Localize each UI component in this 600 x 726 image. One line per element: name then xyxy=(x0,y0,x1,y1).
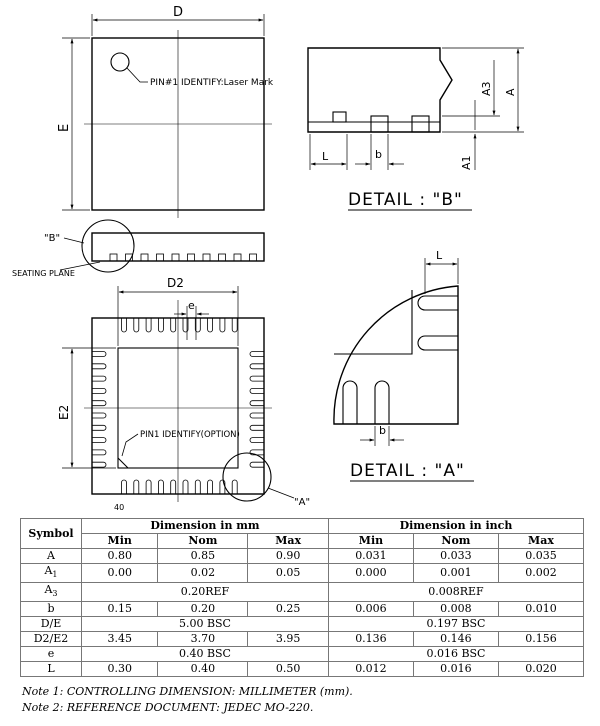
bottom-pad xyxy=(92,364,106,369)
symbol-text: L xyxy=(47,662,55,676)
bottom-pad xyxy=(92,450,106,455)
detail-a-callout: "A" xyxy=(294,497,311,508)
detail-a-thermal-corner xyxy=(334,290,412,354)
side-pad xyxy=(250,254,257,261)
mm-value-cell: 0.40 BSC xyxy=(82,647,329,662)
bottom-pad xyxy=(250,450,264,455)
mm-value-cell: 3.45 xyxy=(82,632,158,647)
table-row xyxy=(21,617,584,632)
mm-value-cell: 0.25 xyxy=(248,602,329,617)
bottom-pad xyxy=(208,480,213,494)
inch-value-cell: 0.001 xyxy=(413,564,498,583)
mm-value-cell: 0.00 xyxy=(82,564,158,583)
mm-value-cell: 0.50 xyxy=(248,662,329,677)
bottom-pad xyxy=(92,376,106,381)
side-view-body xyxy=(92,233,264,261)
mm-value-cell: 0.80 xyxy=(82,549,158,564)
dim-A-label: A xyxy=(504,88,517,96)
notes xyxy=(22,684,353,716)
inch-value-cell: 0.031 xyxy=(328,549,413,564)
header-mm-min: Min xyxy=(82,534,158,549)
symbol-text: b xyxy=(47,602,55,616)
table-row xyxy=(21,583,584,602)
mm-value-cell: 0.20REF xyxy=(82,583,329,602)
symbol-subscript: 1 xyxy=(52,570,58,580)
symbol-cell xyxy=(21,602,82,617)
mm-value-cell: 3.95 xyxy=(248,632,329,647)
inch-value-cell: 0.146 xyxy=(413,632,498,647)
symbol-text: A xyxy=(44,564,53,577)
symbol-cell xyxy=(21,647,82,662)
header-inch-min: Min xyxy=(328,534,413,549)
inch-value-cell: 0.016 BSC xyxy=(328,647,583,662)
pin1-laser-mark xyxy=(111,53,129,71)
detail-b-pad-3 xyxy=(412,116,429,132)
side-pad xyxy=(234,254,241,261)
bottom-pad xyxy=(232,318,237,332)
mm-value-cell: 0.40 xyxy=(158,662,248,677)
side-view xyxy=(12,220,264,278)
symbol-text: D2/E2 xyxy=(33,632,69,646)
table-row xyxy=(21,647,584,662)
detail-a-body xyxy=(334,286,458,424)
side-pad xyxy=(141,254,148,261)
bottom-pad xyxy=(146,318,151,332)
dim-b-label: b xyxy=(375,148,382,161)
side-pad xyxy=(172,254,179,261)
inch-value-cell: 0.197 BSC xyxy=(328,617,583,632)
bottom-pad xyxy=(158,480,163,494)
detail-a-pad-h1 xyxy=(418,296,458,310)
bottom-pad xyxy=(250,364,264,369)
dim-b-detail-a-label: b xyxy=(379,424,386,437)
inch-value-cell: 0.035 xyxy=(498,549,583,564)
inch-value-cell: 0.006 xyxy=(328,602,413,617)
detail-a-pad-v1 xyxy=(343,381,357,424)
header-inch-nom: Nom xyxy=(413,534,498,549)
seating-plane-label: SEATING PLANE xyxy=(12,269,75,278)
top-view xyxy=(57,5,274,218)
inch-value-cell: 0.033 xyxy=(413,549,498,564)
detail-b-view xyxy=(308,48,524,210)
mm-value-cell: 0.05 xyxy=(248,564,329,583)
mm-value-cell: 0.20 xyxy=(158,602,248,617)
dim-E2-label: E2 xyxy=(57,404,71,420)
bottom-pad xyxy=(220,318,225,332)
detail-b-pad-2 xyxy=(371,116,388,132)
inch-value-cell: 0.136 xyxy=(328,632,413,647)
symbol-cell xyxy=(21,549,82,564)
symbol-cell xyxy=(21,617,82,632)
note-2: Note 2: REFERENCE DOCUMENT: JEDEC MO-220. xyxy=(22,701,314,714)
header-mm-nom: Nom xyxy=(158,534,248,549)
bottom-pad xyxy=(92,438,106,443)
dimension-table xyxy=(20,518,584,677)
symbol-subscript: 3 xyxy=(52,589,58,599)
bottom-pad xyxy=(195,480,200,494)
detail-b-callout: "B" xyxy=(44,233,61,244)
table-row xyxy=(21,602,584,617)
inch-value-cell: 0.008REF xyxy=(328,583,583,602)
mm-value-cell: 3.70 xyxy=(158,632,248,647)
bottom-pad xyxy=(171,480,176,494)
bottom-pad xyxy=(250,376,264,381)
inch-value-cell: 0.010 xyxy=(498,602,583,617)
bottom-pad xyxy=(92,388,106,393)
detail-b-pad-1 xyxy=(333,112,346,122)
bottom-pad xyxy=(146,480,151,494)
table-row xyxy=(21,662,584,677)
mm-value-cell: 0.15 xyxy=(82,602,158,617)
mm-value-cell: 0.85 xyxy=(158,549,248,564)
table-row xyxy=(21,549,584,564)
mm-value-cell: 0.30 xyxy=(82,662,158,677)
bottom-pad xyxy=(250,413,264,418)
bottom-pad xyxy=(134,480,139,494)
bottom-pad xyxy=(134,318,139,332)
symbol-text: A xyxy=(44,583,53,597)
dim-e-label: e xyxy=(188,299,195,312)
bottom-pad xyxy=(183,480,188,494)
symbol-text: e xyxy=(47,647,55,661)
detail-a-pad-h2 xyxy=(418,336,458,350)
pin1-leader xyxy=(127,68,148,82)
pin1-laser-label: PIN#1 IDENTIFY:Laser Mark xyxy=(150,78,274,88)
inch-value-cell: 0.020 xyxy=(498,662,583,677)
symbol-cell xyxy=(21,583,82,602)
pin1-option-label: PIN1 IDENTIFY(OPTION) xyxy=(140,430,240,440)
bottom-pad xyxy=(250,352,264,357)
bottom-pad xyxy=(92,413,106,418)
header-symbol: Symbol xyxy=(21,519,82,549)
dim-E-label: E xyxy=(57,123,72,132)
mm-value-cell: 0.90 xyxy=(248,549,329,564)
bottom-pad xyxy=(250,438,264,443)
detail-a-title: DETAIL : "A" xyxy=(350,461,465,481)
bottom-pad xyxy=(92,425,106,430)
header-inch-max: Max xyxy=(498,534,583,549)
dim-A3-label: A3 xyxy=(480,81,493,96)
dim-L-label: L xyxy=(322,150,329,163)
mm-value-cell: 0.02 xyxy=(158,564,248,583)
symbol-text: A xyxy=(47,549,55,562)
table-row xyxy=(21,632,584,647)
bottom-pad xyxy=(232,480,237,494)
table-row xyxy=(21,564,584,583)
side-pad xyxy=(203,254,210,261)
inch-value-cell: 0.012 xyxy=(328,662,413,677)
symbol-cell xyxy=(21,662,82,677)
detail-b-title: DETAIL : "B" xyxy=(348,190,463,210)
bottom-pad xyxy=(250,388,264,393)
bottom-pad xyxy=(250,462,264,467)
bottom-pad xyxy=(122,480,127,494)
inch-value-cell: 0.002 xyxy=(498,564,583,583)
dim-L-detail-a-label: L xyxy=(436,249,443,262)
bottom-pad xyxy=(250,425,264,430)
side-pad xyxy=(219,254,226,261)
bottom-pad xyxy=(158,318,163,332)
dim-D2-label: D2 xyxy=(167,276,184,290)
bottom-pad xyxy=(122,318,127,332)
side-pad xyxy=(110,254,117,261)
inch-value-cell: 0.000 xyxy=(328,564,413,583)
detail-a-view xyxy=(334,249,474,481)
bottom-pad xyxy=(171,318,176,332)
bottom-view xyxy=(57,276,310,510)
bottom-pad xyxy=(250,401,264,406)
symbol-cell xyxy=(21,564,82,583)
bottom-pad xyxy=(92,462,106,467)
symbol-text: D/E xyxy=(40,617,62,631)
inch-value-cell: 0.156 xyxy=(498,632,583,647)
symbol-cell xyxy=(21,632,82,647)
bottom-pad xyxy=(208,318,213,332)
bottom-pad xyxy=(92,401,106,406)
note-1: Note 1: CONTROLLING DIMENSION: MILLIMETER (mm). xyxy=(22,685,353,698)
dim-D-label: D xyxy=(173,5,184,20)
pin-number-label: 40 xyxy=(114,503,125,510)
inch-value-cell: 0.008 xyxy=(413,602,498,617)
mm-value-cell: 5.00 BSC xyxy=(82,617,329,632)
side-pad xyxy=(157,254,164,261)
bottom-pad xyxy=(92,352,106,357)
dim-A1-label: A1 xyxy=(460,155,473,170)
bottom-pad xyxy=(220,480,225,494)
header-mm: Dimension in mm xyxy=(82,519,329,534)
header-mm-max: Max xyxy=(248,534,329,549)
detail-b-body xyxy=(308,48,452,132)
detail-a-pad-v2 xyxy=(375,381,389,424)
header-inch: Dimension in inch xyxy=(328,519,583,534)
side-pad xyxy=(188,254,195,261)
inch-value-cell: 0.016 xyxy=(413,662,498,677)
